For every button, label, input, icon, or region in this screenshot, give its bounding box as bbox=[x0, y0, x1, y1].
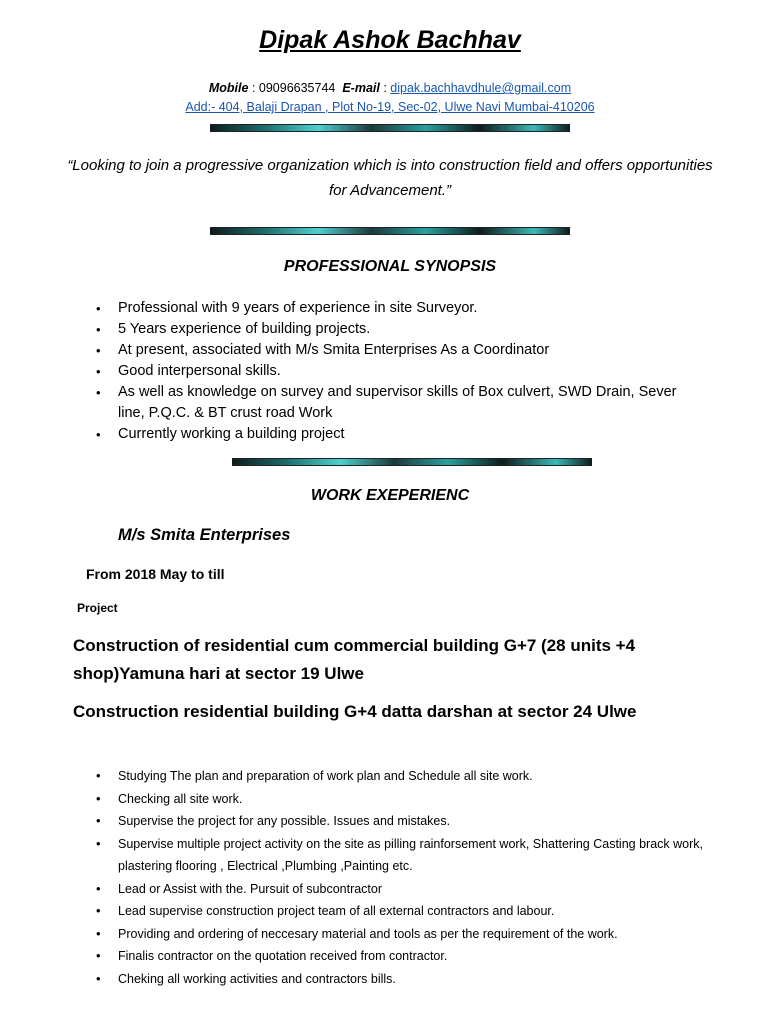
list-item: • Finalis contractor on the quotation received from contractor. bbox=[118, 945, 718, 968]
bullet-icon: • bbox=[96, 343, 101, 358]
email-link[interactable]: dipak.bachhavdhule@gmail.com bbox=[390, 81, 572, 95]
bullet-icon: • bbox=[96, 768, 101, 783]
bullet-icon: • bbox=[96, 364, 101, 379]
list-item: • Supervise the project for any possible. Issues and mistakes. bbox=[118, 810, 718, 833]
list-item: • Lead supervise construction project team of all external contractors and labour. bbox=[118, 900, 718, 923]
divider-rule bbox=[210, 124, 570, 132]
objective-statement: “Looking to join a progressive organization which is into construction field and offers opportunities for Advancement.” bbox=[67, 157, 713, 199]
divider-rule bbox=[210, 227, 570, 235]
mobile-label: Mobile bbox=[208, 81, 249, 95]
list-item: • 5 Years experience of building projects. bbox=[118, 319, 698, 340]
bullet-icon: • bbox=[96, 301, 101, 316]
list-item: • Studying The plan and preparation of work plan and Schedule all site work. bbox=[118, 765, 718, 788]
bullet-icon: • bbox=[96, 322, 101, 337]
bullet-icon: • bbox=[96, 427, 101, 442]
project-title: Construction of residential cum commercial building G+7 (28 units +4 shop)Yamuna hari at sector 19 Ulwe bbox=[73, 636, 636, 683]
list-item: • Lead or Assist with the. Pursuit of subcontractor bbox=[118, 878, 718, 901]
list-item: • Professional with 9 years of experience in site Surveyor. bbox=[118, 298, 698, 319]
address: Add:- 404, Balaji Drapan , Plot No-19, Sec-02, Ulwe Navi Mumbai-410206 bbox=[185, 100, 595, 114]
list-item: • Supervise multiple project activity on the site as pilling rainforsement work, Shattering Casting brack work, plastering flooring , Electrical ,Plumbing ,Painting etc. bbox=[118, 833, 718, 878]
list-item: • At present, associated with M/s Smita Enterprises As a Coordinator bbox=[118, 340, 698, 361]
project-title: Construction residential building G+4 datta darshan at sector 24 Ulwe bbox=[73, 702, 637, 721]
bullet-icon: • bbox=[96, 925, 101, 941]
experience-heading: WORK EXEPERIENC bbox=[310, 487, 470, 504]
list-item: • Cheking all working activities and contractors bills. bbox=[118, 968, 718, 991]
bullet-icon: • bbox=[96, 970, 101, 986]
bullet-icon: • bbox=[96, 903, 101, 918]
email-label: E-mail bbox=[342, 81, 380, 95]
list-item: • Good interpersonal skills. bbox=[118, 361, 698, 382]
contact-line: Mobile : 09096635744 E-mail : dipak.bachhavdhule@gmail.com bbox=[208, 81, 572, 95]
list-item: • As well as knowledge on survey and supervisor skills of Box culvert, SWD Drain, Sever line, P.Q.C. & BT crust road Work bbox=[96, 384, 677, 421]
list-item: • Checking all site work. bbox=[118, 788, 718, 811]
bullet-icon: • bbox=[96, 790, 101, 806]
company-name: M/s Smita Enterprises bbox=[118, 526, 291, 544]
list-item: • Currently working a building project bbox=[118, 424, 698, 445]
duties-list bbox=[96, 765, 718, 990]
synopsis-list bbox=[96, 298, 698, 445]
divider-rule bbox=[232, 458, 592, 466]
list-item: • Providing and ordering of neccesary material and tools as per the requirement of the work. bbox=[118, 923, 718, 946]
candidate-name: Dipak Ashok Bachhav bbox=[259, 26, 521, 54]
bullet-icon: • bbox=[96, 813, 101, 828]
mobile-number: 09096635744 bbox=[258, 81, 336, 95]
bullet-icon: • bbox=[96, 880, 101, 896]
bullet-icon: • bbox=[96, 835, 101, 851]
employment-period: From 2018 May to till bbox=[86, 566, 225, 582]
bullet-icon: • bbox=[96, 385, 101, 400]
bullet-icon: • bbox=[96, 948, 101, 963]
project-label: Project bbox=[77, 601, 118, 615]
synopsis-heading: PROFESSIONAL SYNOPSIS bbox=[283, 258, 497, 275]
